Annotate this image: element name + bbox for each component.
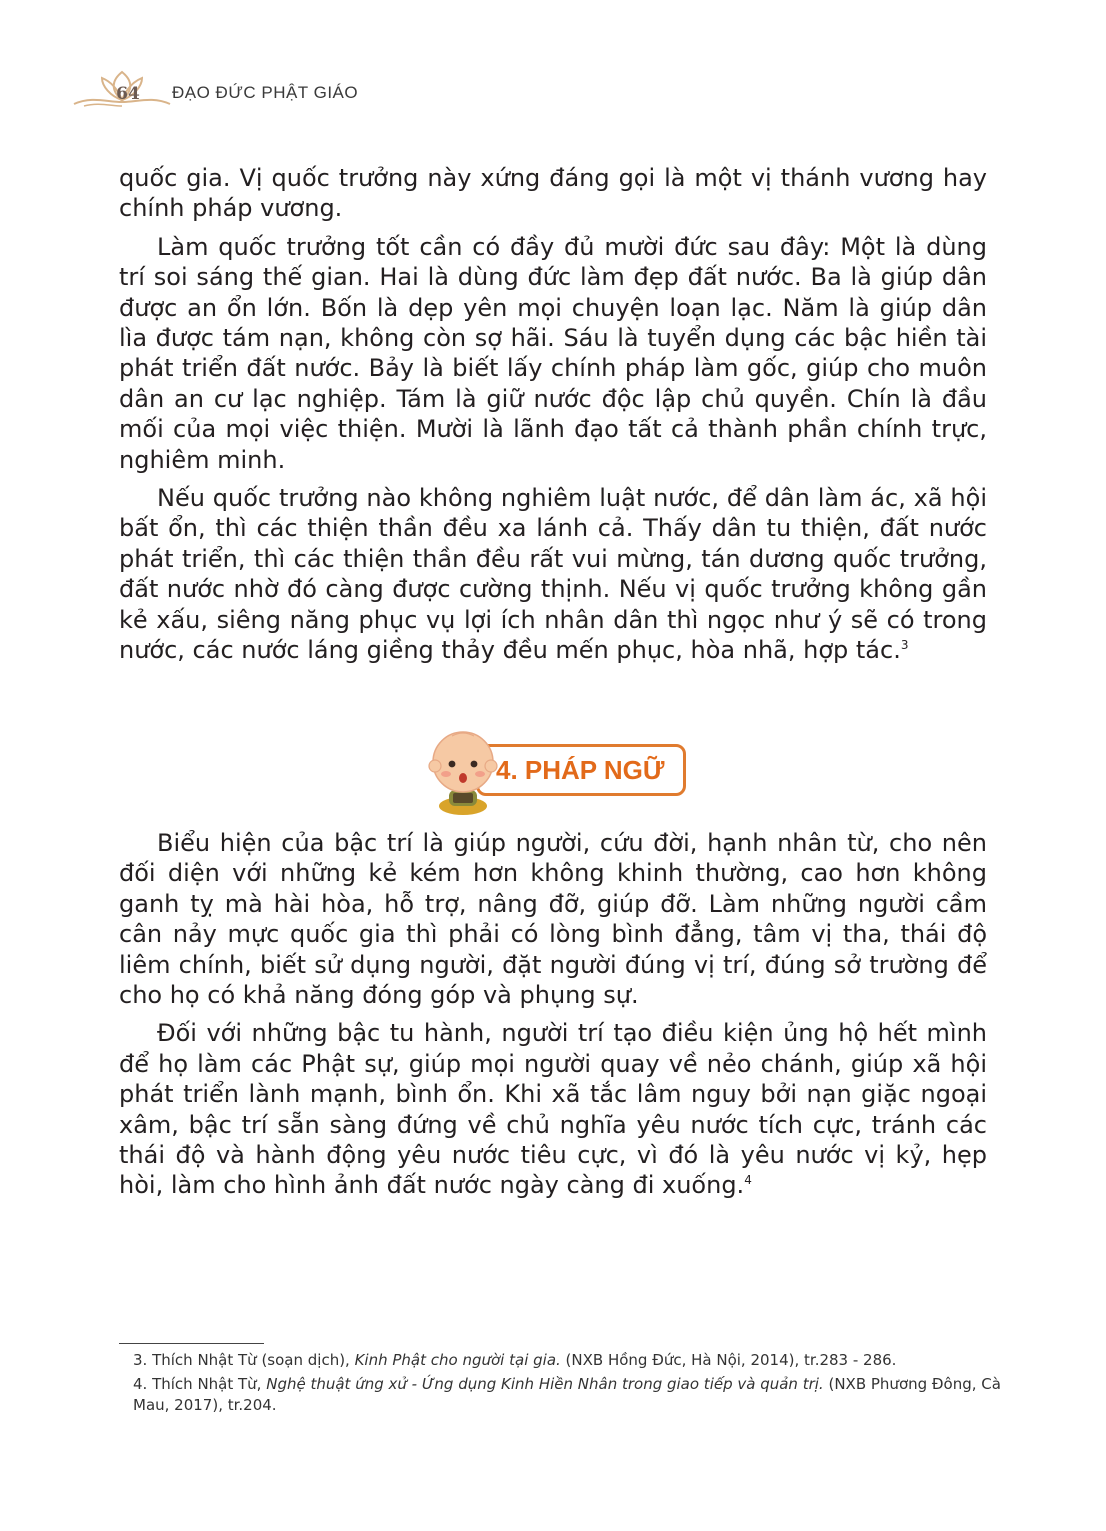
footnotes <box>133 1350 1005 1419</box>
paragraph: Làm quốc trưởng tốt cần có đầy đủ mười đức sau đây: Một là dùng trí soi sáng thế gian. Hai là dùng đức làm đẹp đất nước. Ba là giúp dân được an ổn lớn. Bốn là dẹp yên mọi chuyện loạn lạc. Năm là giúp dân lìa được tám nạn, không còn sợ hãi. Sáu là tuyển dụng các bậc hiền tài phát triển đất nước. Bảy là biết lấy chính pháp làm gốc, giúp cho muôn dân an cư lạc nghiệp. Tám là giữ nước độc lập chủ quyền. Chín là đầu mối của mọi việc thiện. Mười là lãnh đạo tất cả thành phần chính trực, nghiêm minh. <box>119 232 987 474</box>
footnote-prefix: 4. Thích Nhật Từ, <box>133 1375 267 1393</box>
paragraph: Biểu hiện của bậc trí là giúp người, cứu đời, hạnh nhân từ, cho nên đối diện với những kẻ kém hơn không khinh thường, cao hơn không ganh tỵ mà hài hòa, hỗ trợ, nâng đỡ, giúp đỡ. Làm những người cầm cân nảy mực quốc gia thì phải có lòng bình đẳng, tâm vị tha, thái độ liêm chính, biết sử dụng người, đặt người đúng vị trí, đúng sở trường để cho họ có khả năng đóng góp và phụng sự. <box>119 829 987 1010</box>
footnote-reference[interactable]: 4 <box>744 1173 752 1188</box>
footnote-title: Kinh Phật cho người tại gia. <box>354 1351 561 1369</box>
footnote-reference[interactable]: 3 <box>900 638 909 653</box>
monk-mascot-icon <box>418 718 508 818</box>
paragraph-text: Đối với những bậc tu hành, người trí tạo điều kiện ủng hộ hết mình để họ làm các Phật sự, giúp mọi người quay về nẻo chánh, giúp xã hội phát triển lành mạnh, bình ổn. Khi xã tắc lâm nguy bởi nạn giặc ngoại xâm, bậc trí sẵn sàng đứng về chủ nghĩa yêu nước tích cực, tránh các thái độ và hành động yêu nước tiêu cực, vì đó là yêu nước vị kỷ, hẹp hòi, làm cho hình ảnh đất nước ngày càng đi xuống. <box>119 1019 987 1200</box>
page-number: 64 <box>116 84 140 104</box>
section-heading-label: 4. PHÁP NGỮ <box>496 755 665 785</box>
footnote-suffix: (NXB Phương Đông, Cà Mau, 2017), tr.204. <box>133 1375 1001 1414</box>
footnote-divider <box>119 1343 264 1344</box>
footnote <box>133 1350 1005 1371</box>
section-heading <box>418 718 690 818</box>
body-text-top <box>119 163 987 674</box>
body-text-bottom <box>119 828 987 1209</box>
footnote <box>133 1374 1005 1416</box>
footnote-suffix: (NXB Hồng Đức, Hà Nội, 2014), tr.283 - 286. <box>560 1351 897 1369</box>
paragraph-text: Nếu quốc trưởng nào không nghiêm luật nước, để dân làm ác, xã hội bất ổn, thì các thiện thần đều xa lánh cả. Thấy dân tu thiện, đất nước phát triển, thì các thiện thần đều rất vui mừng, tán dương quốc trưởng, đất nước nhờ đó càng được cường thịnh. Nếu vị quốc trưởng không gần kẻ xấu, siêng năng phục vụ lợi ích nhân dân thì ngọc như ý sẽ có trong nước, các nước láng giềng thảy đều mến phục, hòa nhã, hợp tác. <box>119 484 987 665</box>
footnote-prefix: 3. Thích Nhật Từ (soạn dịch), <box>133 1351 355 1369</box>
footnote-title: Nghệ thuật ứng xử - Ứng dụng Kinh Hiền Nhân trong giao tiếp và quản trị. <box>266 1375 824 1393</box>
book-title: ĐẠO ĐỨC PHẬT GIÁO <box>172 83 359 102</box>
paragraph: quốc gia. Vị quốc trưởng này xứng đáng gọi là một vị thánh vương hay chính pháp vương. <box>119 164 987 223</box>
paragraph <box>119 1018 987 1200</box>
page-header <box>72 66 492 116</box>
paragraph <box>119 483 987 665</box>
